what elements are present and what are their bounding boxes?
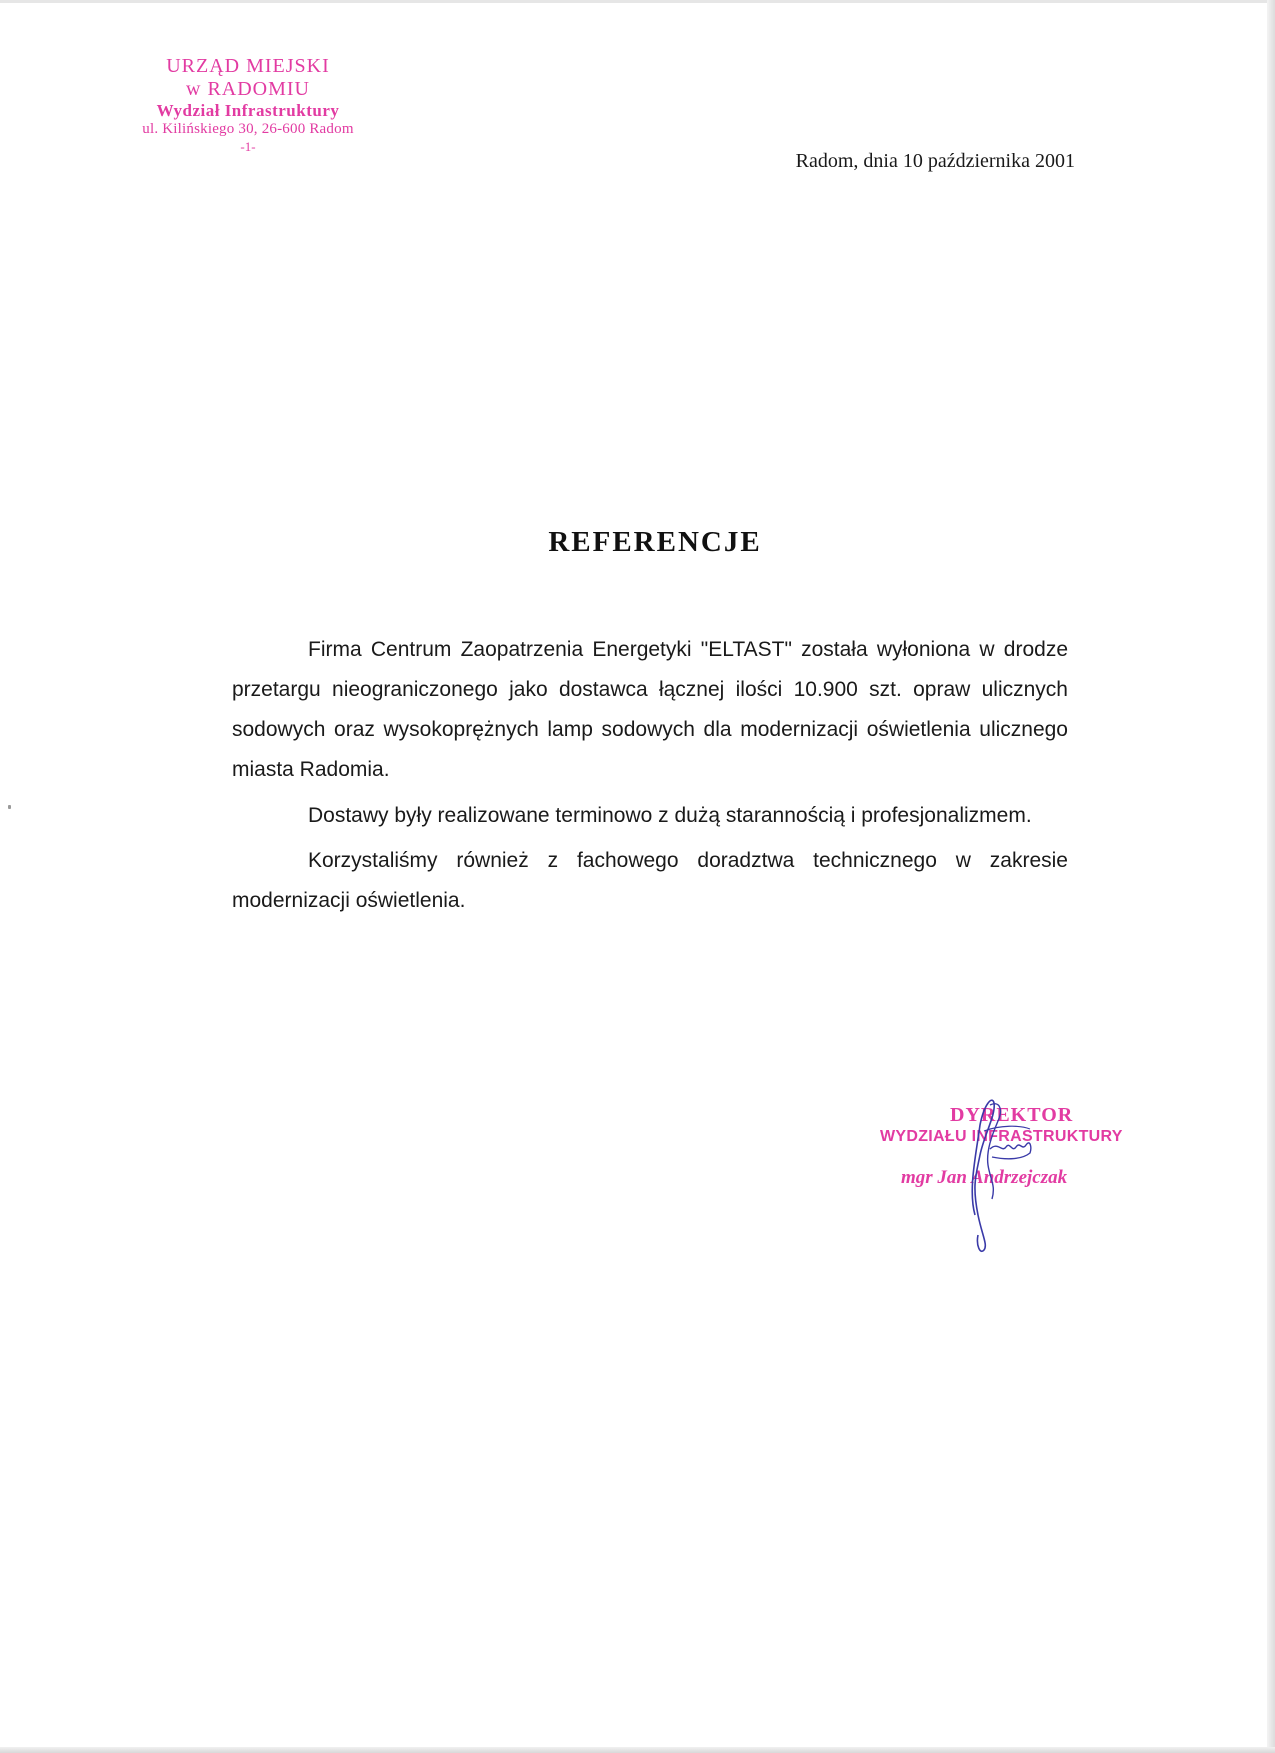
signature-department: WYDZIAŁU INFRASTRUKTURY — [880, 1128, 1123, 1145]
handwritten-signature — [880, 1095, 1140, 1255]
stamp-line-department: Wydział Infrastruktury — [156, 101, 340, 120]
page-edge-top — [0, 0, 1275, 3]
page-edge-right — [1267, 0, 1275, 1753]
signature-name: mgr Jan Andrzejczak — [901, 1167, 1068, 1188]
page-edge-bottom — [0, 1747, 1275, 1753]
scan-speck — [8, 805, 11, 809]
body-paragraph: Dostawy były realizowane terminowo z dużą starannością i profesjonalizmem. — [308, 803, 1032, 827]
document-title: REFERENCJE — [548, 526, 762, 558]
signature-block — [880, 1095, 1140, 1255]
body-paragraph: Korzystaliśmy również z fachowego doradztwa technicznego w zakresie modernizacji oświetlenia. — [232, 849, 1068, 913]
stamp-line-office: URZĄD MIEJSKI — [166, 55, 330, 77]
letter-date: Radom, dnia 10 października 2001 — [795, 150, 1075, 172]
signature-title: DYREKTOR — [950, 1104, 1074, 1126]
body-paragraph: Firma Centrum Zaopatrzenia Energetyki "ELTAST" została wyłoniona w drodze przetargu nieograniczonego jako dostawca łącznej ilości 10.900 szt. opraw ulicznych sodowych oraz wysokoprężnych lamp sodowych dla modernizacji oświetlenia ulicznego miasta Radomia. — [232, 638, 1068, 781]
letter-body — [232, 630, 1068, 927]
stamp-line-address: ul. Kilińskiego 30, 26-600 Radom — [142, 121, 354, 137]
office-stamp — [88, 56, 408, 153]
stamp-line-city: w RADOMIU — [186, 78, 310, 100]
stamp-line-number: -1- — [240, 139, 256, 154]
